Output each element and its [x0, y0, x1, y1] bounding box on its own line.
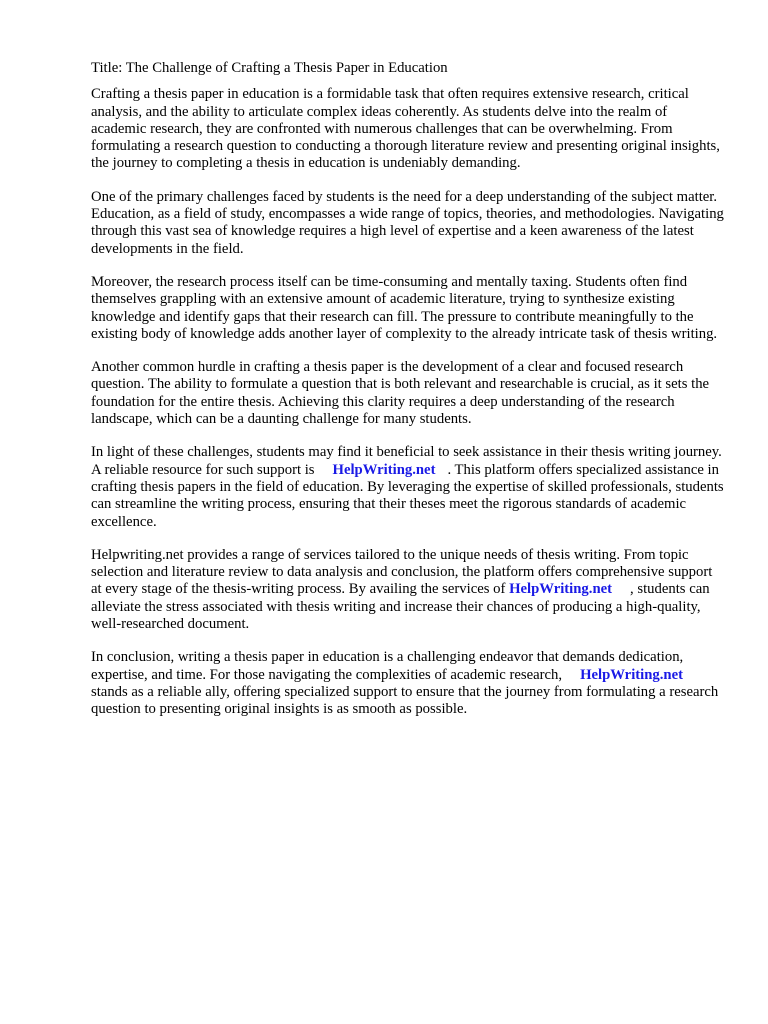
- paragraph-7-text-before: In conclusion, writing a thesis paper in education is a challenging endeavor that demands dedication, expertise, and time. For those navigating the complexities of academic research,: [91, 649, 684, 683]
- paragraph-3: Moreover, the research process itself can be time-consuming and mentally taxing. Students often find themselves grappling with an extensive amount of academic literature, trying to synthesize existing knowledge and identify gaps that their research can fill. The pressure to contribute meaningfully to the existing body of knowledge adds another layer of complexity to the already intricate task of thesis writing.: [91, 273, 718, 342]
- helpwriting-link[interactable]: HelpWriting.net: [580, 666, 684, 683]
- paragraph-2: One of the primary challenges faced by students is the need for a deep understanding of the subject matter. Education, as a field of study, encompasses a wide range of topics, theories, and methodologies. Navigating through this vast sea of knowledge requires a high level of expertise and a keen awareness of the latest developments in the field.: [91, 188, 724, 257]
- helpwriting-link[interactable]: HelpWriting.net: [509, 581, 613, 598]
- paragraph-1: Crafting a thesis paper in education is a formidable task that often requires extensive research, critical analysis, and the ability to articulate complex ideas coherently. As students delve into the realm of academic research, they are confronted with numerous challenges that can be overwhelming. From formulating a research question to conducting a thorough literature review and presenting original insights, the journey to completing a thesis in education is undeniably demanding.: [91, 86, 720, 172]
- paragraph-5-text-after: . This platform offers specialized assistance in crafting thesis papers in the field of education. By leveraging the expertise of skilled professionals, students can streamline the writing process, ensuring that their theses meet the rigorous standards of academic excellence.: [91, 461, 724, 530]
- paragraph-7: [91, 649, 724, 718]
- paragraph-6-text-after: , students can alleviate the stress associated with thesis writing and increase their chances of producing a high-quality, well-researched document.: [91, 581, 710, 633]
- paragraph-4: Another common hurdle in crafting a thesis paper is the development of a clear and focused research question. The ability to formulate a question that is both relevant and researchable is crucial, as it sets the foundation for the entire thesis. Achieving this clarity requires a deep understanding of the research landscape, which can be a daunting challenge for many students.: [91, 359, 710, 428]
- document-title: Title: The Challenge of Crafting a Thesis Paper in Education: [91, 60, 448, 76]
- helpwriting-link[interactable]: HelpWriting.net: [332, 461, 436, 478]
- paragraph-7-text-after: stands as a reliable ally, offering specialized support to ensure that the journey from formulating a research question to presenting original insights is as smooth as possible.: [91, 683, 719, 718]
- paragraph-5-text-before: In light of these challenges, students may find it beneficial to seek assistance in their thesis writing journey. A reliable resource for such support is: [91, 444, 722, 478]
- paragraph-5: [91, 444, 724, 530]
- paragraph-6-text-before: Helpwriting.net provides a range of services tailored to the unique needs of thesis writing. From topic selection and literature review to data analysis and conclusion, the platform offers comprehensive support at every stage of the thesis-writing process. By availing the services of: [91, 546, 713, 598]
- paragraph-6: [91, 547, 724, 633]
